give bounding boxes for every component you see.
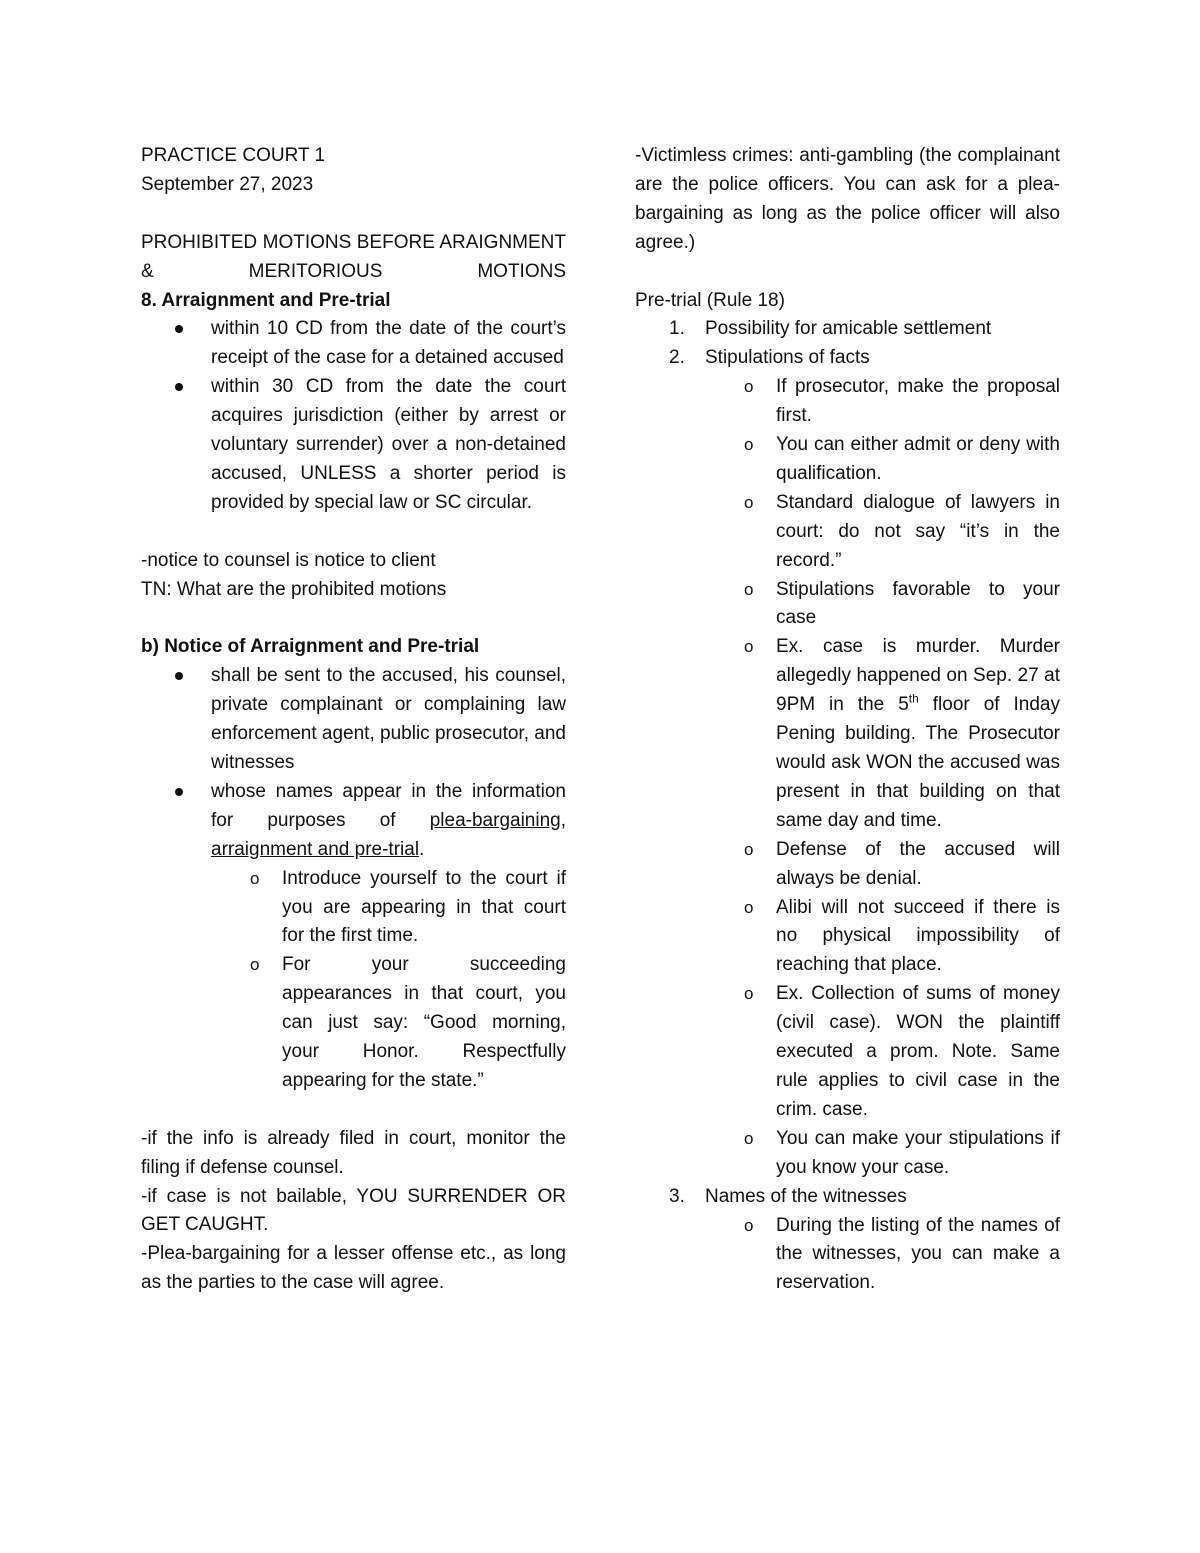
- paragraph: -if the info is already filed in court, monitor the filing if defense counsel.: [141, 1127, 566, 1178]
- sub-bullet-item: o If prosecutor, make the proposal first.: [635, 373, 1060, 431]
- bullet-item: whose names appear in the information for purposes of plea-bargaining, arraignment and pre-trial.: [141, 778, 566, 865]
- sub-bullet-item: o Defense of the accused will always be denial.: [635, 836, 1060, 894]
- doc-title: PRACTICE COURT 1: [141, 145, 326, 166]
- doc-date: September 27, 2023: [141, 173, 314, 195]
- section-heading: PROHIBITED MOTIONS BEFORE ARAIGNMENT & MERITORIOUS MOTIONS: [141, 231, 566, 282]
- numbered-item: 1. Possibility for amicable settlement: [669, 318, 992, 340]
- sub-bullet-item: o Alibi will not succeed if there is no physical impossibility of reaching that place.: [635, 894, 1060, 981]
- note-line: -notice to counsel is notice to client: [141, 549, 436, 571]
- sub-bullet-item: o You can either admit or deny with qualification.: [635, 431, 1060, 489]
- bullet-item: within 30 CD from the date the court acquires jurisdiction (either by arrest or voluntary surrender) over a non-detained accused, UNLESS a shorter period is provided by special law or SC circular.: [141, 373, 566, 518]
- sub-bullet-item: o For your succeeding appearances in that court, you can just say: “Good morning, your Honor. Respectfully appearing for the state.”: [141, 951, 566, 1096]
- sub-bullet-item: o Standard dialogue of lawyers in court: do not say “it’s in the record.”: [635, 489, 1060, 576]
- bullet-item: shall be sent to the accused, his counsel, private complainant or complaining law enforcement agent, public prosecutor, and witnesses: [141, 662, 566, 778]
- bullet-item: within 10 CD from the date of the court’s receipt of the case for a detained accused: [141, 315, 566, 373]
- sub-bullet-item: o Ex. case is murder. Murder allegedly happened on Sep. 27 at 9PM in the 5th floor of Inday Pening building. The Prosecutor would ask WON the accused was present in that building on that same day and time.: [635, 633, 1060, 835]
- numbered-item: 2. Stipulations of facts: [669, 347, 870, 369]
- paragraph: -Victimless crimes: anti-gambling (the complainant are the police officers. You can ask for a plea-bargaining as long as the police officer will also agree.): [635, 145, 1060, 253]
- paragraph: -Plea-bargaining for a lesser offense etc., as long as the parties to the case will agree.: [141, 1243, 566, 1294]
- sub-bullet-item: o Stipulations favorable to your case: [635, 576, 1060, 634]
- right-column: [635, 142, 1060, 1298]
- sub-bullet-item: o Ex. Collection of sums of money (civil case). WON the plaintiff executed a prom. Note. Same rule applies to civil case in the crim. case.: [635, 980, 1060, 1125]
- pretrial-heading: Pre-trial (Rule 18): [635, 289, 785, 311]
- left-column: [141, 142, 566, 1298]
- sub-bullet-item: o During the listing of the names of the witnesses, you can make a reservation.: [635, 1212, 1060, 1299]
- note-line: TN: What are the prohibited motions: [141, 578, 447, 600]
- sub-bullet-item: o You can make your stipulations if you know your case.: [635, 1125, 1060, 1183]
- section-b-heading: b) Notice of Arraignment and Pre-trial: [141, 636, 480, 658]
- underlined-text: plea-bargaining, arraignment and pre-trial: [211, 809, 566, 860]
- section-8-heading: 8. Arraignment and Pre-trial: [141, 289, 391, 311]
- paragraph: -if case is not bailable, YOU SURRENDER OR GET CAUGHT.: [141, 1185, 566, 1236]
- sub-bullet-item: o Introduce yourself to the court if you are appearing in that court for the first time.: [141, 865, 566, 952]
- numbered-item: 3. Names of the witnesses: [669, 1185, 907, 1207]
